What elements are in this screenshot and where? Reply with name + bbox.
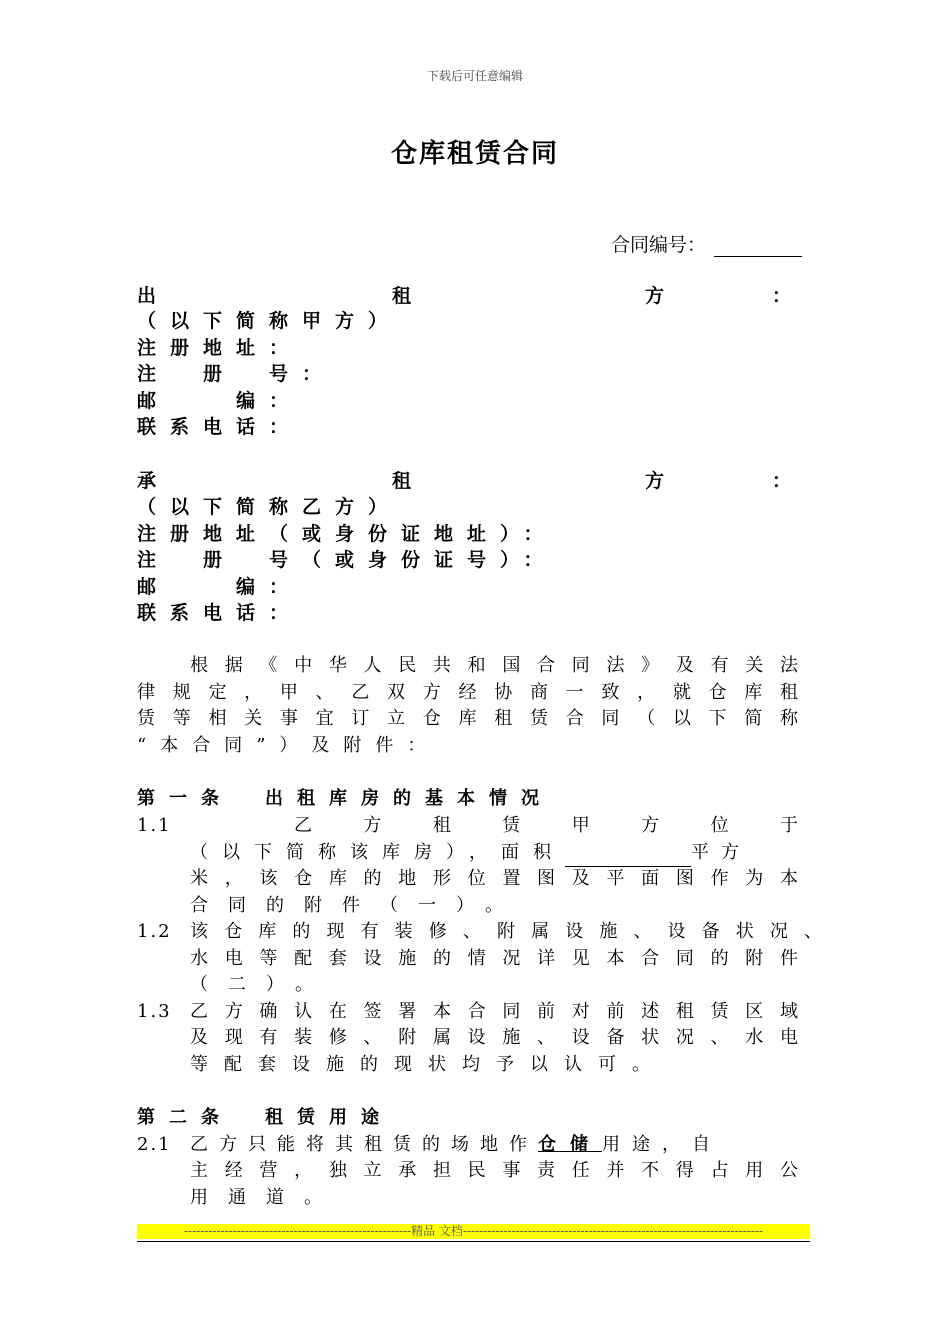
clause-1-1-line-1: 乙方租赁甲方位于 — [294, 815, 798, 836]
lessee-label-colon: ： — [772, 470, 806, 492]
header-note: 下载后可任意编辑 — [426, 69, 523, 83]
contract-number — [611, 230, 802, 257]
clause-1-1-number: 1.1 — [137, 815, 172, 836]
clause-2-1-line-3: 用通道。 — [190, 1187, 342, 1208]
lessee-label-char-2: 租 — [392, 470, 426, 492]
lessor-label-char-3: 方 — [645, 285, 679, 307]
article-1-heading: 第一条 出租库房的基本情况 — [137, 788, 553, 809]
lessor-alias: （以下简称甲方） — [137, 310, 402, 332]
contract-number-label: 合同编号： — [611, 234, 707, 256]
clause-2-1-number: 2.1 — [137, 1134, 172, 1155]
clause-1-3-line-1: 乙方确认在签署本合同前对前述租赁区域 — [190, 1001, 798, 1022]
document-title: 仓库租赁合同 — [390, 139, 559, 169]
clause-2-1-text-pre: 乙方只能将其租赁的场地作 — [190, 1134, 538, 1155]
intro-line-2: 律规定，甲、乙双方经协商一致，就仓库租 — [137, 682, 798, 703]
clause-2-1-text-post: 用途，自 — [602, 1134, 722, 1155]
clause-1-1-text-post: 平方 — [691, 842, 751, 863]
clause-2-1-line-1 — [190, 1132, 802, 1159]
usage-word: 仓储 — [538, 1134, 602, 1155]
lessor-regno-label: 注 册 号： — [137, 363, 336, 385]
lessee-postcode-label: 邮 编： — [137, 576, 303, 598]
lessee-label-char-1: 承 — [137, 470, 171, 492]
clause-1-1-line-2 — [190, 840, 802, 867]
intro-line-4: “本合同”）及附件： — [137, 735, 440, 756]
clause-1-3-number: 1.3 — [137, 1001, 172, 1022]
clause-1-2-line-3: （二）。 — [190, 974, 333, 995]
clause-1-1-line-4: 合同的附件（一）。 — [190, 895, 523, 916]
clause-1-1-line-3: 米，该仓库的地形位置图及平面图作为本 — [190, 868, 798, 889]
lessee-address-label: 注册地址（或身份证地址）： — [137, 523, 557, 545]
clause-1-2-line-1: 该仓库的现有装修、附属设施、设备状况、 — [190, 921, 822, 942]
lessee-label-char-3: 方 — [645, 470, 679, 492]
lessor-label-char-2: 租 — [392, 285, 426, 307]
lessor-address-label: 注册地址： — [137, 337, 303, 359]
lessor-postcode-label: 邮 编： — [137, 390, 303, 412]
clause-1-2-number: 1.2 — [137, 921, 172, 942]
clause-1-1-text-pre: （以下简称该库房），面积 — [190, 842, 565, 863]
intro-line-1: 根据《中华人民共和国合同法》及有关法 — [190, 655, 798, 676]
area-blank[interactable] — [565, 848, 691, 867]
lessee-regno-label: 注 册 号（或身份证号）： — [137, 549, 557, 571]
lessee-phone-label: 联系电话： — [137, 602, 303, 624]
contract-number-blank[interactable] — [714, 236, 802, 257]
clause-1-2-line-2: 水电等配套设施的情况详见本合同的附件 — [190, 948, 798, 969]
lessee-alias: （以下简称乙方） — [137, 496, 402, 518]
footer-banner: --------------------------------------------------------精品 文档-------------------------------------------------------------------------- — [137, 1224, 810, 1239]
article-2-heading: 第二条 租赁用途 — [137, 1107, 393, 1128]
lessor-label-colon: ： — [772, 285, 806, 307]
footer-divider — [137, 1241, 810, 1242]
lessor-phone-label: 联系电话： — [137, 416, 303, 438]
clause-1-3-line-3: 等配套设施的现状均予以认可。 — [190, 1054, 666, 1075]
clause-2-1-line-2: 主经营，独立承担民事责任并不得占用公 — [190, 1160, 798, 1181]
clause-1-3-line-2: 及现有装修、附属设施、设备状况、水电 — [190, 1027, 798, 1048]
intro-line-3: 赁等相关事宜订立仓库租赁合同（以下简称 — [137, 708, 798, 729]
lessor-label-char-1: 出 — [137, 285, 171, 307]
